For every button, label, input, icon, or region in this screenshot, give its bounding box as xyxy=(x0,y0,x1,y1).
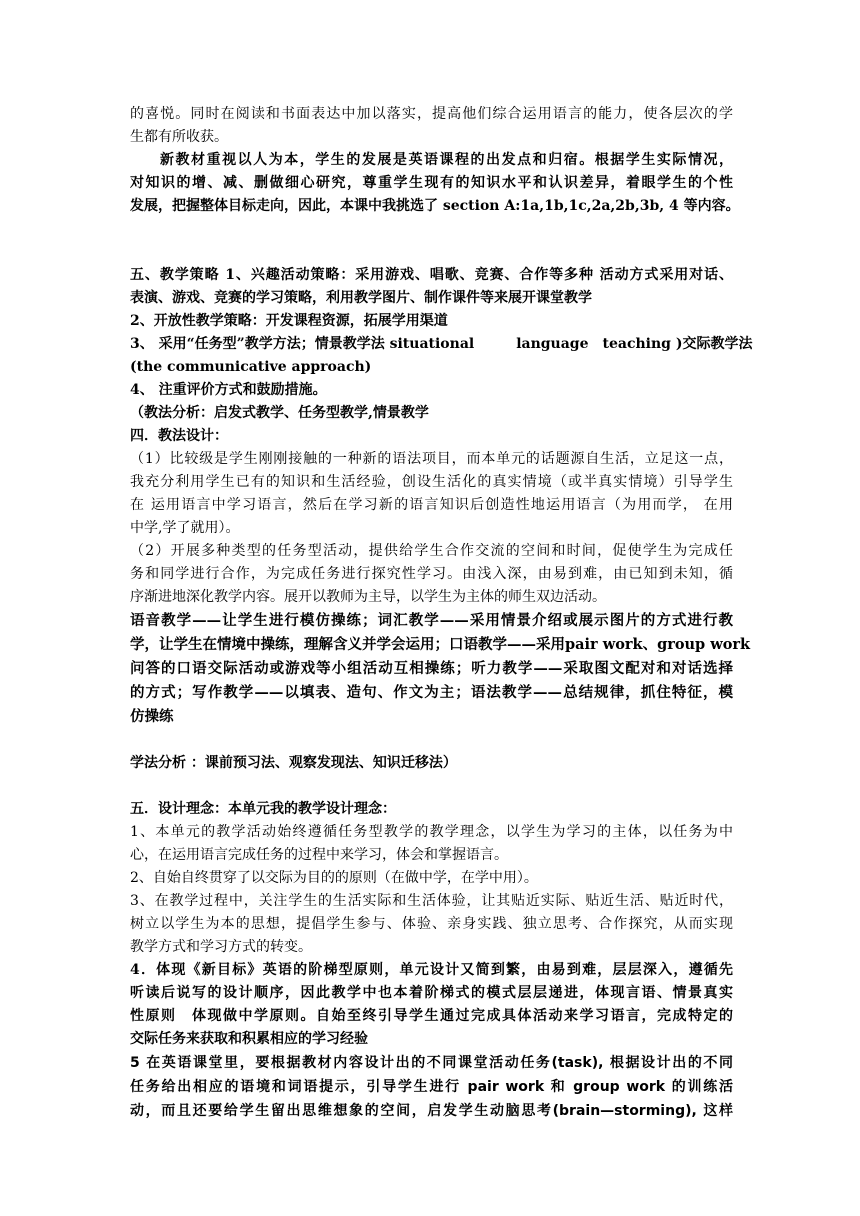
paragraph-line: 任务给出相应的语境和词语提示，引导学生进行 pair work 和 group work 的训练活 xyxy=(130,1079,733,1095)
paragraph-line: 生都有所收获。 xyxy=(130,129,228,145)
paragraph-line: 的喜悦。同时在阅读和书面表达中加以落实，提高他们综合运用语言的能力，使各层次的学 xyxy=(130,106,733,122)
paragraph-line: 心，在运用语言完成任务的过程中来学习，体会和掌握语言。 xyxy=(130,847,508,863)
paragraph-line: 仿操练 xyxy=(130,708,174,725)
paragraph-line: 2、开放性教学策略：开发课程资源，拓展学用渠道 xyxy=(130,313,448,329)
paragraph-line: 交际任务来获取和积累相应的学习经验 xyxy=(130,1031,368,1047)
paragraph-line: 语音教学——让学生进行模仿操练；词汇教学——采用情景介绍或展示图片的方式进行教 xyxy=(130,612,733,629)
paragraph-line: 动，而且还要给学生留出思维想象的空间，启发学生动脑思考(brain—storming), 这样 xyxy=(130,1103,733,1119)
section-heading: 五、教学策略 1、兴趣活动策略：采用游戏、唱歌、竞赛、合作等多种 活动方式采用对话、 xyxy=(130,267,733,283)
paragraph-line: 性原则 体现做中学原则。自始至终引导学生通过完成具体活动来学习语言，完成特定的 xyxy=(130,1008,733,1024)
paragraph-line: 的方式；写作教学——以填表、造句、作文为主；语法教学——总结规律，抓住特征，模 xyxy=(130,684,733,701)
paragraph-line: （2）开展多种类型的任务型活动，提供给学生合作交流的空间和时间，促使学生为完成任 xyxy=(130,543,733,559)
section-heading: 四．教法设计： xyxy=(130,428,228,444)
paragraph-line: (the communicative approach) xyxy=(130,359,372,375)
section-heading: 五．设计理念：本单元我的教学设计理念： xyxy=(130,801,396,817)
paragraph-line: 5 在英语课堂里，要根据教材内容设计出的不同课堂活动任务(task), 根据设计出的不同 xyxy=(130,1055,733,1071)
paragraph-line: 学，让学生在情境中操练，理解含义并学会运用；口语教学——采用pair work、group work xyxy=(130,636,751,653)
paragraph-line: 4、 注重评价方式和鼓励措施。 xyxy=(130,382,327,398)
paragraph-line: 务和同学进行合作，为完成任务进行探究性学习。由浅入深，由易到难，由已知到未知，循 xyxy=(130,566,733,582)
paragraph-line: 新教材重视以人为本，学生的发展是英语课程的出发点和归宿。根据学生实际情况， xyxy=(160,152,733,168)
paragraph-line: 我充分利用学生已有的知识和生活经验，创设生活化的真实情境（或半真实情境）引导学生 xyxy=(130,474,733,490)
paragraph-line: 学法分析 ：课前预习法、观察发现法、知识迁移法） xyxy=(130,755,457,771)
paragraph-line: 问答的口语交际活动或游戏等小组活动互相操练；听力教学——采取图文配对和对话选择 xyxy=(130,660,733,677)
paragraph-line: （教法分析：启发式教学、任务型教学,情景教学 xyxy=(130,405,429,421)
paragraph-line: 3、 采用“任务型”教学方法；情景教学法 situational language teaching )交际教学法 xyxy=(130,336,753,352)
paragraph-line: 2、自始自终贯穿了以交际为目的的原则（在做中学，在学中用）。 xyxy=(130,870,538,886)
paragraph-line: （1）比较级是学生刚刚接触的一种新的语法项目，而本单元的话题源自生活，立足这一点， xyxy=(130,451,733,467)
paragraph-line: 在 运用语言中学习语言，然后在学习新的语言知识后创造性地运用语言（为用而学， 在用 xyxy=(130,497,733,513)
blank-space xyxy=(130,775,733,798)
paragraph-line: 序渐进地深化教学内容。展开以教师为主导，以学生为主体的师生双边活动。 xyxy=(130,589,606,605)
paragraph-line: 对知识的增、减、删做细心研究，尊重学生现有的知识水平和认识差异，着眼学生的个性 xyxy=(130,175,733,191)
paragraph-line: 3、在教学过程中，关注学生的生活实际和生活体验，让其贴近实际、贴近生活、贴近时代， xyxy=(130,893,733,909)
paragraph-line: 教学方式和学习方式的转变。 xyxy=(130,939,312,955)
blank-space xyxy=(130,218,733,264)
paragraph-line: 发展，把握整体目标走向，因此，本课中我挑选了 section A:1a,1b,1c,2a,2b,3b, 4 等内容。 xyxy=(130,198,740,214)
paragraph-line: 听读后说写的设计顺序，因此教学中也本着阶梯式的模式层层递进，体现言语、情景真实 xyxy=(130,985,733,1001)
paragraph-line: 表演、游戏、竞赛的学习策略，利用教学图片、制作课件等来展开课堂教学 xyxy=(130,290,592,306)
paragraph-line: 4．体现《新目标》英语的阶梯型原则，单元设计又简到繁，由易到难，层层深入，遵循先 xyxy=(130,962,733,978)
blank-space xyxy=(130,729,733,752)
paragraph-line: 1、本单元的教学活动始终遵循任务型教学的教学理念，以学生为学习的主体，以任务为中 xyxy=(130,824,733,840)
document-page xyxy=(130,103,753,1123)
paragraph-line: 树立以学生为本的思想，提倡学生参与、体验、亲身实践、独立思考、合作探究，从而实现 xyxy=(130,916,733,932)
paragraph-line: 中学,学了就用）。 xyxy=(130,520,240,536)
